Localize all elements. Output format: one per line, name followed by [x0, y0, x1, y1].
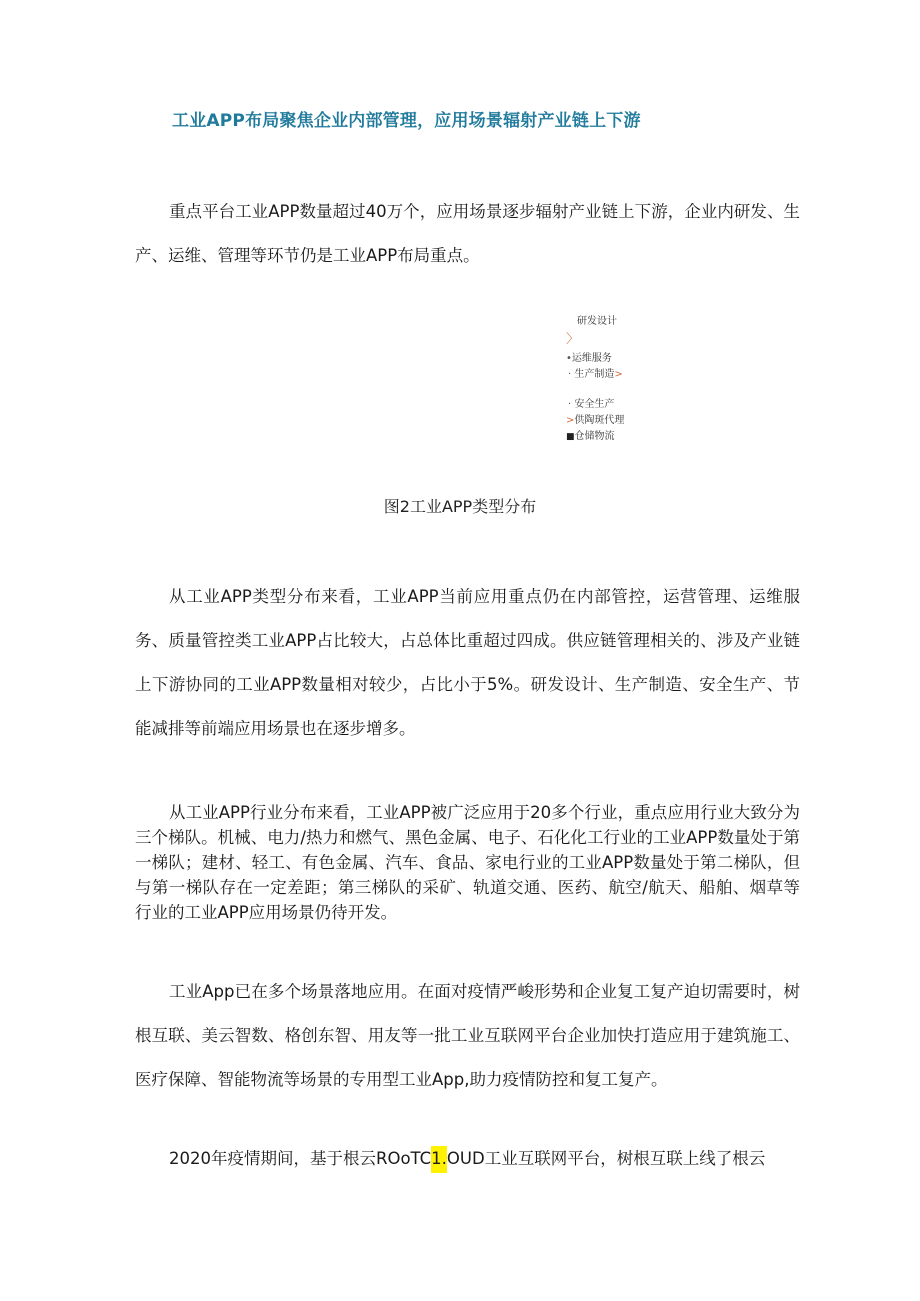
bullet-icon: · — [568, 399, 572, 410]
legend-item-rd-design: 研发设计 — [577, 316, 617, 327]
legend-item-ops-service — [566, 351, 612, 367]
paragraph-app-type-distribution: 从工业APP类型分布来看，工业APP当前应用重点仍在内部管控，运营管理、运维服务、质量管控类工业APP占比较大，占总体比重超过四成。供应链管理相关的、涉及产业链上下游协同的工业APP数量相对较少，占比小于5%。研发设计、生产制造、安全生产、节能减排等前端应用场景也在逐步增多。 — [135, 587, 800, 738]
paragraph-text: OUD工业互联网平台，树根互联上线了根云 — [446, 1149, 766, 1168]
legend-item-supply — [566, 413, 624, 429]
legend-item-warehouse — [566, 429, 615, 445]
paragraph-app-industry-distribution: 从工业APP行业分布来看，工业APP被广泛应用于20多个行业，重点应用行业大致分为三个梯队。机械、电力/热力和燃气、黑色金属、电子、石化化工行业的工业APP数量处于第一梯队；建材、轻工、有色金属、汽车、食品、家电行业的工业APP数量处于第二梯队，但与第一梯队存在一定差距；第三梯队的采矿、轨道交通、医药、航空/航天、船舶、烟草等行业的工业APP应用场景仍待开发。 — [135, 803, 800, 922]
section-heading: 工业APP布局聚焦企业内部管理，应用场景辐射产业链上下游 — [172, 111, 641, 131]
bullet-icon: • — [566, 353, 572, 364]
chevron-right-icon: 〉 — [566, 332, 580, 347]
arrow-right-icon: > — [566, 415, 575, 426]
legend-item-production — [568, 367, 623, 383]
bullet-icon: · — [568, 369, 572, 380]
paragraph-text: 2020年疫情期间，基于根云ROoTC — [169, 1149, 432, 1168]
legend-label: 供陶斑代理 — [574, 415, 625, 426]
legend-item-safety — [568, 397, 614, 413]
paragraph-platform-app-count: 重点平台工业APP数量超过40万个，应用场景逐步辐射产业链上下游，企业内研发、生产、运维、管理等环节仍是工业APP布局重点。 — [135, 202, 800, 265]
legend-label: 运维服务 — [571, 353, 612, 364]
legend-label: 仓储物流 — [574, 431, 615, 442]
legend-label: 生产制造 — [574, 369, 615, 380]
square-bullet-icon: ■ — [566, 432, 575, 442]
highlighted-text: 1. — [431, 1146, 447, 1173]
paragraph-rootcloud — [135, 1146, 765, 1172]
arrow-right-icon: > — [614, 369, 623, 380]
paragraph-app-scenarios: 工业App已在多个场景落地应用。在面对疫情严峻形势和企业复工复产迫切需要时，树根互联、美云智数、格创东智、用友等一批工业互联网平台企业加快打造应用于建筑施工、医疗保障、智能物流等场景的专用型工业App,助力疫情防控和复工复产。 — [135, 982, 800, 1089]
figure-caption: 图2工业APP类型分布 — [383, 497, 537, 516]
legend-label: 安全生产 — [574, 399, 615, 410]
